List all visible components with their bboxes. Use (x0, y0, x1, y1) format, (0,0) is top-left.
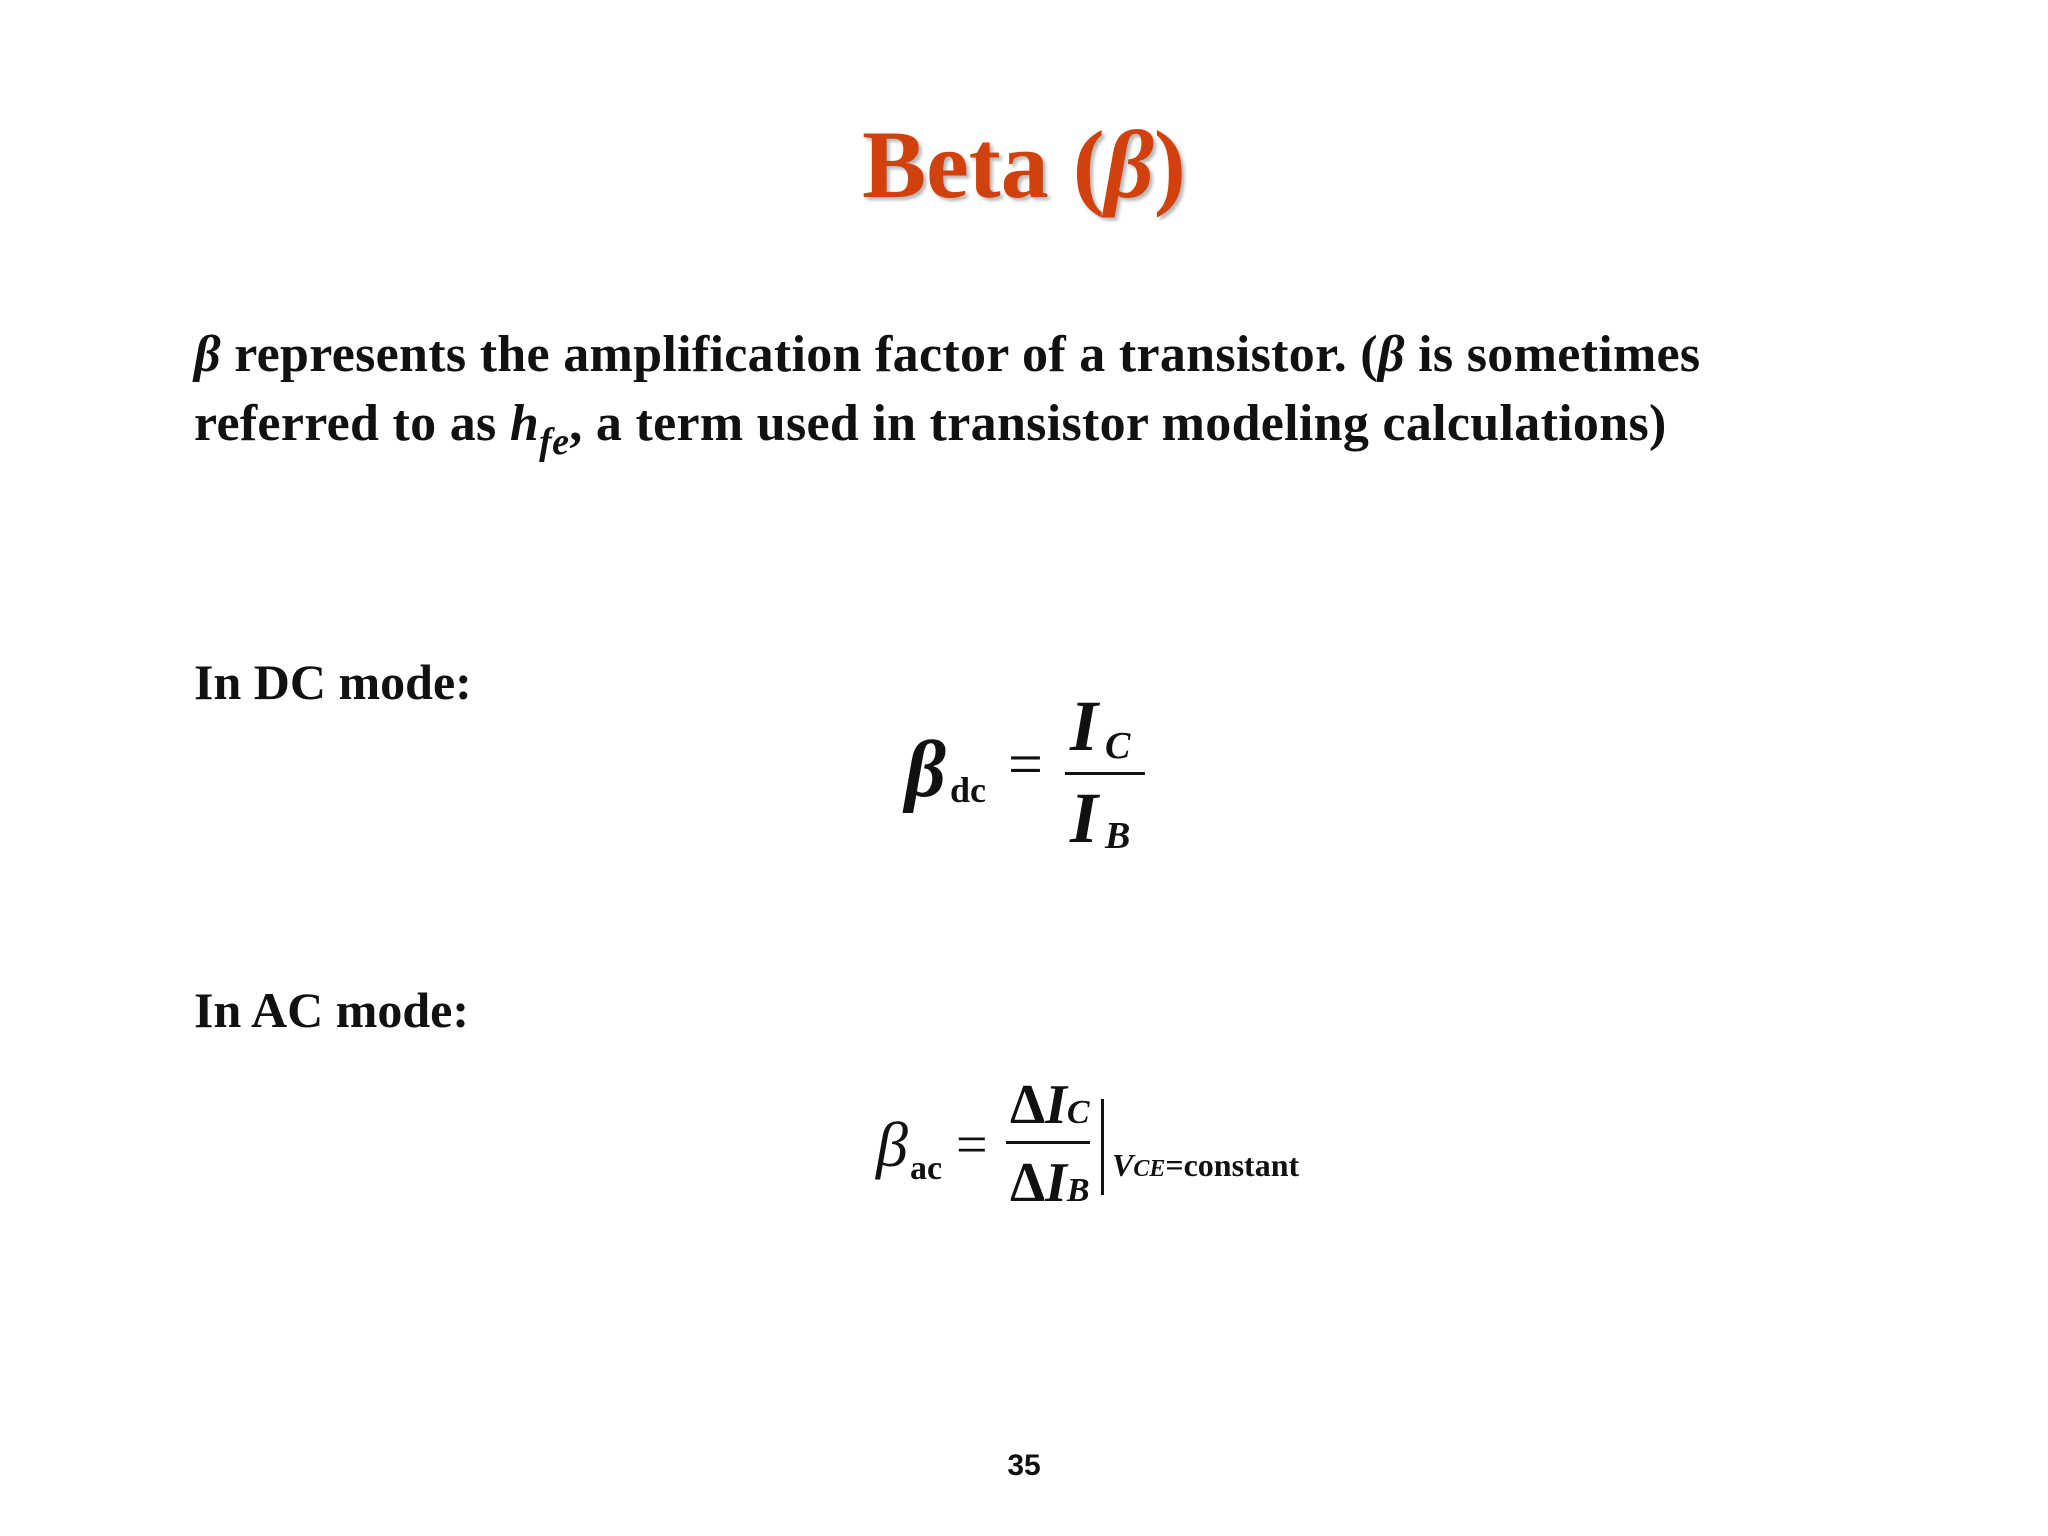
paragraph-part-2: is sometimes referred to as (194, 326, 1701, 452)
condition-variable-subscript: CE (1133, 1156, 1166, 1182)
title-text: Beta ( (862, 111, 1105, 218)
paragraph-part-1: represents the amplification factor of a transistor. ( (220, 326, 1378, 383)
fraction-bar (1006, 1141, 1090, 1144)
formula-denominator-subscript: B (1105, 815, 1131, 857)
condition-variable: V (1112, 1147, 1134, 1183)
formula-beta: β (876, 1109, 908, 1180)
hfe-subscript: fe (539, 421, 570, 463)
ac-mode-label: In AC mode: (194, 982, 470, 1038)
formula-beta: β (905, 726, 946, 814)
delta-symbol: Δ (1010, 1074, 1046, 1136)
formula-numerator (1010, 1075, 1090, 1143)
formula-numerator-subscript: C (1105, 725, 1131, 767)
evaluation-bar (1101, 1099, 1104, 1195)
title-beta-symbol: β (1104, 111, 1154, 218)
slide-title (0, 110, 2048, 220)
formula-beta-subscript: ac (910, 1150, 943, 1187)
dc-mode-label: In DC mode: (194, 654, 472, 710)
current-symbol: I (1045, 1074, 1067, 1136)
formula-equals: = (1008, 731, 1043, 799)
delta-symbol: Δ (1010, 1152, 1046, 1214)
dc-beta-formula (900, 686, 1160, 870)
fraction-bar (1065, 772, 1145, 775)
formula-denominator-subscript: B (1066, 1172, 1090, 1209)
formula-denominator (1010, 1153, 1090, 1221)
title-close-paren: ) (1153, 111, 1186, 218)
paragraph-part-3: , a term used in transistor modeling calculations) (569, 395, 1667, 452)
formula-numerator-subscript: C (1066, 1094, 1090, 1131)
formula-condition (1112, 1145, 1299, 1189)
ac-beta-formula (870, 1075, 1350, 1245)
formula-numerator: I (1070, 686, 1099, 766)
formula-denominator: I (1070, 778, 1099, 858)
formula-beta-subscript: dc (950, 770, 986, 810)
beta-symbol: β (194, 326, 221, 383)
condition-text: =constant (1165, 1147, 1300, 1183)
formula-equals: = (956, 1114, 988, 1176)
hfe-symbol: h (509, 395, 540, 452)
beta-symbol: β (1377, 326, 1405, 383)
page-number: 35 (1007, 1449, 1041, 1482)
description-paragraph (194, 320, 1874, 463)
current-symbol: I (1045, 1152, 1067, 1214)
